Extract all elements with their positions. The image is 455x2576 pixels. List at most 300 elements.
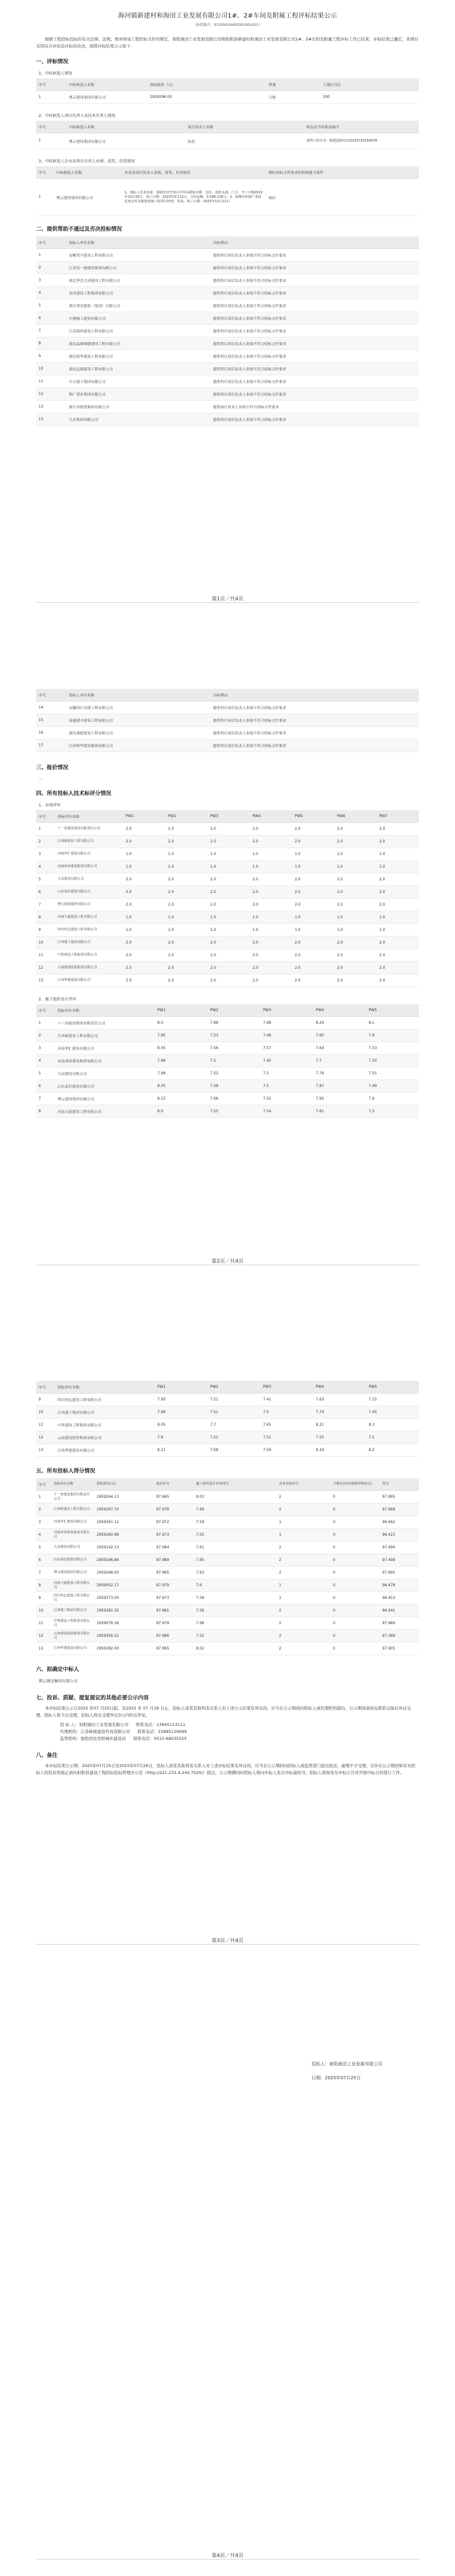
cell: 2.0 [377, 873, 419, 886]
col-header: 序号 [36, 1381, 55, 1394]
section-heading: 五、所有投标人得分情况 [36, 1468, 95, 1474]
cell: 1 [36, 91, 66, 104]
cell: 12 [36, 1431, 55, 1444]
col-header: 质量 [266, 78, 320, 91]
construction-score-body-cont [36, 1394, 419, 1457]
cell: 江西建工集团有限公司 [55, 937, 123, 949]
col-header: PW4 [313, 1004, 367, 1017]
table-row [36, 886, 419, 899]
cell: 97.494 [380, 1541, 419, 1554]
contact-party: 招 标 人：射阳海田工业发展有限公司 [60, 1722, 129, 1727]
construction-score-table [36, 1004, 419, 1118]
cell: 3 [36, 1042, 55, 1055]
cell: 97.388 [380, 1630, 419, 1643]
cell: 7.56 [208, 1042, 261, 1055]
cell: 7.52 [208, 1067, 261, 1080]
cell: 2.0 [166, 823, 208, 835]
cell: 星河建设工程集团有限公司 [66, 287, 210, 300]
table-caption: 2、中标候选人项目负责人及技术负责人情况 [39, 114, 116, 118]
cell: 提供科目项目负责人业绩不符合招标文件要求 [210, 249, 419, 262]
page-footer [0, 595, 455, 604]
cell: 1.0 [250, 861, 293, 873]
table-row [36, 1017, 419, 1030]
cell: 2959296.00 [94, 1567, 154, 1579]
cell: 4 [36, 1055, 55, 1067]
cell: 1.0 [377, 924, 419, 937]
table-row [36, 300, 419, 312]
cell: 7.9 [366, 1030, 419, 1042]
cell: 中天建工集团有限公司 [66, 375, 210, 388]
page-number: 第4页／共4页 [211, 2553, 244, 2558]
candidate-table [36, 78, 419, 104]
cell: 7.63 [313, 1394, 367, 1406]
table-row [36, 1093, 419, 1105]
cell: 提供科目项目负责人业绩不符合招标文件要求 [210, 274, 419, 287]
cell: 7.58 [208, 1080, 261, 1093]
cell: 7.61 [193, 1541, 276, 1554]
table-row [36, 401, 419, 413]
col-header: 得分 [380, 1478, 419, 1491]
cell: 7.69 [193, 1504, 276, 1516]
table-row [36, 1491, 419, 1504]
cell: 提供科目项目负责人业绩不符合招标文件要求 [210, 312, 419, 325]
cell: 10 [36, 937, 55, 949]
cell: 中铁建设工程集团有限公司 [55, 1419, 155, 1431]
cell: 山东泰信建设有限公司 [51, 1554, 94, 1567]
cell: 2.0 [377, 937, 419, 949]
cell: 7.46 [260, 1030, 313, 1042]
cell: 7.5 [366, 1431, 419, 1444]
cell: 1.0 [166, 911, 208, 924]
cell: 0 [331, 1516, 380, 1529]
cell: 97.668 [380, 1504, 419, 1516]
cell: 7.59 [260, 1444, 313, 1457]
cell: 2.0 [377, 949, 419, 962]
cell: 2 [36, 1504, 51, 1516]
table-caption: 1、中标候选人情况 [39, 71, 73, 76]
cell: 7 [36, 1093, 55, 1105]
cell: 87.979 [154, 1617, 193, 1630]
cell: 1 [36, 1491, 51, 1504]
col-header: PW3 [208, 810, 250, 823]
cell: 87.965 [154, 1491, 193, 1504]
cell: 九冶建设有限公司 [55, 1067, 155, 1080]
cell: 8 [36, 911, 55, 924]
cell: 2.0 [334, 975, 377, 987]
cell: 1.0 [250, 924, 293, 937]
cell: 河南华汇建设有限公司 [55, 1042, 155, 1055]
col-header: 否标理由 [210, 689, 419, 702]
cell: 1 [276, 1592, 331, 1605]
cell: 8 [36, 1579, 51, 1592]
contact-phone: 联系电话：0515-68035525 [133, 1736, 187, 1741]
col-header: 不称信扣分(现场管理扣分) [331, 1478, 380, 1491]
col-header: 中标候选人名称 [66, 78, 147, 91]
cell: 提供科目项目负责人业绩不符合招标文件要求 [210, 702, 419, 714]
table-row [36, 899, 419, 911]
cell: 河南天道建设工程有限公司 [51, 1579, 94, 1592]
cell: 7.98 [193, 1617, 276, 1630]
cell: 九冶建设有限公司 [51, 1541, 94, 1554]
table-row [36, 937, 419, 949]
cell: 87.978 [154, 1504, 193, 1516]
cell: 2959382.35 [94, 1605, 154, 1617]
cell: 7.54 [260, 1105, 313, 1118]
table-row [36, 1030, 419, 1042]
cell: 6 [36, 1080, 55, 1093]
cell: 2.0 [292, 886, 334, 899]
table-row [36, 1541, 419, 1554]
cell: 提供科目项目负责人业绩不符合招标文件要求 [210, 727, 419, 739]
table-row [36, 1516, 419, 1529]
page-1 [0, 0, 455, 426]
cell: 7.5 [260, 1067, 313, 1080]
cell: 1.0 [123, 848, 166, 861]
cell: 13 [36, 1643, 51, 1655]
cell: 山东泰信建设有限公司 [55, 886, 123, 899]
cell: 2.0 [250, 962, 293, 975]
cell: 南通建丰建设工程有限公司 [66, 714, 210, 727]
table-row [36, 1055, 419, 1067]
page-divider [36, 602, 419, 604]
cell: 1 [36, 179, 54, 216]
cell: 8 [36, 337, 66, 350]
col-header: PW3 [260, 1381, 313, 1394]
rejection-table-cont [36, 689, 419, 752]
cell: 2.0 [123, 962, 166, 975]
cell: 2.0 [377, 886, 419, 899]
cell: 7.51 [260, 1431, 313, 1444]
cell: 2 [276, 1491, 331, 1504]
cell: 2.0 [208, 937, 250, 949]
cell: 8.03 [193, 1491, 276, 1504]
col-header: PW4 [250, 810, 293, 823]
cell: 2.0 [334, 962, 377, 975]
cell: 7.20 [366, 1055, 419, 1067]
cell: 2.0 [166, 949, 208, 962]
tenderer-sign: 招标人：射阳海田工业发展有限公司 [312, 2062, 382, 2067]
page-number: 第3页／共4页 [211, 1938, 244, 1943]
cell: 江西华建建设有限公司 [55, 975, 123, 987]
cell: 0 [331, 1554, 380, 1567]
cell: 0 [331, 1592, 380, 1605]
cell: 湖北港建建设工程有限公司 [66, 727, 210, 739]
cell: 博云建设集团有限公司 [51, 1567, 94, 1579]
cell: 7.55 [366, 1067, 419, 1080]
table-caption: 2、施工组织设计评审 [39, 997, 76, 1002]
table-row [36, 262, 419, 274]
col-header: 企业业绩评分 [276, 1478, 331, 1491]
col-header: 项目负责人名称 [185, 121, 304, 133]
page-divider [36, 1944, 419, 1946]
cell: 0 [331, 1504, 380, 1516]
col-header: 序号 [36, 78, 66, 91]
col-header: PW5 [292, 810, 334, 823]
cell: 97.995 [380, 1491, 419, 1504]
cell: 0 [331, 1643, 380, 1655]
table-row [36, 1617, 419, 1630]
remarks-paragraph: 本评标结果公示期：2025年07月25日至2025年07月29日，投标人或者其他利害关系人对上述评标结果有异议的，应当在公示期间向招标人或监管部门提出投诉，逾期不予受理。另外在公示期间如有对招标人的投诉和指正请向射阳县建设工程招标投标管理办公室（http://221.231.4.242:7020/）提出，公示期满同时招标人将向中标人发出中标通知书，招标人将按发布中标公告并开展中标合同签订工作。 [36, 1763, 416, 1775]
cell: 湖北华杰大成建设工程有限公司 [66, 274, 210, 287]
cell: 13 [36, 1444, 55, 1457]
cell: 1 [36, 249, 66, 262]
cell: 2959264.13 [94, 1491, 154, 1504]
cell: 7.68 [208, 1444, 261, 1457]
table-row [36, 413, 419, 426]
cell: 1 [276, 1529, 331, 1541]
cell: 9 [36, 350, 66, 363]
cell: 安徽荣丰建设工程有限公司 [66, 249, 210, 262]
cell: 7.59 [193, 1516, 276, 1529]
cell: 7.41 [260, 1394, 313, 1406]
table-row [36, 702, 419, 714]
cell: 96.462 [380, 1516, 419, 1529]
cell: 0 [331, 1529, 380, 1541]
cell: 87.972 [154, 1516, 193, 1529]
cell: 2.0 [334, 823, 377, 835]
cell: 7.96 [155, 1406, 208, 1419]
cell: 97.498 [380, 1554, 419, 1567]
cell: 2.0 [250, 949, 293, 962]
performance-score-body [36, 823, 419, 987]
cell: 2.0 [292, 899, 334, 911]
cell: 锦广置业集团有限公司 [66, 388, 210, 401]
col-header: 报价评分 [154, 1478, 193, 1491]
cell: 2959373.00 [94, 1592, 154, 1605]
col-header: 工期(日历) [320, 78, 419, 91]
cell: 3 [36, 848, 55, 861]
col-header: 中标候选人名称 [54, 166, 122, 179]
total-score-body [36, 1491, 419, 1655]
cell: 江西建工集团有限公司 [55, 1406, 155, 1419]
cell: 2.0 [123, 823, 166, 835]
cell: 2.0 [334, 899, 377, 911]
cell: 96.423 [380, 1529, 419, 1541]
col-header: PW1 [123, 810, 166, 823]
rejection-body-cont [36, 702, 419, 752]
cell: 博云建设集团有限公司 [66, 91, 147, 104]
table-row [36, 835, 419, 848]
col-header: PW7 [377, 810, 419, 823]
table-row [36, 1394, 419, 1406]
cell: 7.3 [366, 1105, 419, 1118]
table-row [36, 962, 419, 975]
cell: 提供科目项目负责人业绩不符合招标文件要求 [210, 325, 419, 337]
cell: 提供科目项目负责人业绩不符合招标文件要求 [210, 300, 419, 312]
table-row [36, 975, 419, 987]
col-header: 投标单位名称 [55, 810, 123, 823]
table-row [36, 1529, 419, 1541]
cell: 天水集团有限公司 [66, 413, 210, 426]
cell: 十一冶建设集团有限责任公司 [55, 1017, 155, 1030]
cell: 7.55 [313, 1431, 367, 1444]
cell: 7.5 [260, 1406, 313, 1419]
cell: 7.5 [260, 1080, 313, 1093]
cell: 7.51 [208, 1431, 261, 1444]
cell: 2.0 [334, 949, 377, 962]
cell: 5 [36, 873, 55, 886]
page-footer [0, 2552, 455, 2561]
cell: 2 [276, 1504, 331, 1516]
table-row [36, 823, 419, 835]
table-row [36, 375, 419, 388]
cell: 87.973 [154, 1529, 193, 1541]
col-header: 投标报价(元) [94, 1478, 154, 1491]
cell: 7.74 [313, 1406, 367, 1419]
cell: 提供科目项目负责人业绩不符合招标文件要求 [210, 363, 419, 375]
table-row [36, 1444, 419, 1457]
manager-table [36, 121, 419, 149]
table-row [36, 1643, 419, 1655]
page-footer [0, 1937, 455, 1946]
table-row [36, 1105, 419, 1118]
cell: 2.0 [334, 937, 377, 949]
cell: 2.0 [123, 937, 166, 949]
cell: 0 [331, 1491, 380, 1504]
cell: 2.0 [377, 823, 419, 835]
cell: 中铁建设工程集团有限公司 [55, 949, 123, 962]
cell: 1.0 [292, 924, 334, 937]
cell: 8.15 [155, 1093, 208, 1105]
table-row [36, 91, 419, 104]
table-row [36, 312, 419, 325]
cell: 0 [331, 1567, 380, 1579]
table-row [36, 924, 419, 937]
page-footer [0, 1258, 455, 1267]
cell: 7.33 [366, 1042, 419, 1055]
col-header: 投标人单位名称 [66, 689, 210, 702]
cell: 1 [276, 1516, 331, 1529]
signature-block [312, 2057, 382, 2085]
cell: 8 [36, 1105, 55, 1118]
cell: 2.0 [250, 873, 293, 886]
table-row [36, 133, 419, 149]
cell: 2.0 [208, 835, 250, 848]
cell: 2959296.00 [147, 91, 266, 104]
cell: 200 [320, 91, 419, 104]
cell: 7.66 [208, 1093, 261, 1105]
cell: 2.0 [292, 962, 334, 975]
section-heading: 四、所有投标人技术标评分情况 [36, 791, 112, 797]
cell: 2.0 [292, 823, 334, 835]
cell: 2 [36, 1030, 55, 1042]
cell: 96.441 [380, 1605, 419, 1617]
cell: 4 [36, 1529, 51, 1541]
cell: 11 [36, 1617, 51, 1630]
cell: 0 [331, 1630, 380, 1643]
cell: 2.0 [123, 835, 166, 848]
cell: 河南华汇建设有限公司 [55, 848, 123, 861]
cell: 提供科目项目负责人业绩不符合招标文件要求 [210, 739, 419, 752]
sign-date: 日期：2025年07月25日 [312, 2075, 361, 2081]
cell: 2 [276, 1554, 331, 1567]
cell: 7.57 [260, 1042, 313, 1055]
cell: 四川恒亿建设工程有限公司 [55, 1394, 155, 1406]
cell: 2.0 [334, 835, 377, 848]
cell: 12 [36, 388, 66, 401]
cell: 1.0 [208, 911, 250, 924]
col-header: PW5 [366, 1004, 419, 1017]
table-row [36, 861, 419, 873]
table-row [36, 1406, 419, 1419]
page-3 [0, 1381, 455, 1779]
cell: 1.0 [208, 924, 250, 937]
col-header: 施工组织设计评审得分 [193, 1478, 276, 1491]
cell: 河南天道建设工程有限公司 [55, 911, 123, 924]
col-header: PW2 [208, 1381, 261, 1394]
cell: 8.19 [313, 1444, 367, 1457]
total-score-table [36, 1478, 419, 1655]
table-row [36, 848, 419, 861]
cell: 湖北远瑞建设工程有限公司 [66, 363, 210, 375]
rejection-table [36, 236, 419, 426]
table-row [36, 350, 419, 363]
cell: 8.0 [155, 1017, 208, 1030]
contact-phone: 联系电话：13645113111 [136, 1722, 186, 1727]
col-header: 响应招标文件要求的资格能力条件 [266, 166, 419, 179]
cell: 7.51 [208, 1406, 261, 1419]
cell: 云南建设投资集团有限公司 [55, 1431, 155, 1444]
cell: 7 [36, 1567, 51, 1579]
page-number: 第1页／共4页 [211, 596, 244, 602]
doc-subtitle: （标段编号：E3205024405001001001） [193, 23, 262, 27]
table-row [36, 911, 419, 924]
cell: 提供科目项目负责人业绩不符合招标文件要求 [210, 413, 419, 426]
cell: 2.0 [166, 937, 208, 949]
cell: 7.87 [313, 1080, 367, 1093]
cell: 12 [36, 962, 55, 975]
col-header: PW6 [334, 810, 377, 823]
cell: 2.0 [334, 886, 377, 899]
cell: 1.0 [334, 861, 377, 873]
cell: 5 [36, 1067, 55, 1080]
cell: 河南沐泽建设集团有限公司 [55, 861, 123, 873]
cell: 87.966 [154, 1630, 193, 1643]
cell: 1.0 [377, 861, 419, 873]
section-heading: 六、拟确定中标人 [36, 1667, 80, 1673]
cell: 7.52 [260, 1093, 313, 1105]
table-caption: 1、业绩评审 [39, 803, 61, 808]
table-row [36, 714, 419, 727]
table-row [36, 179, 419, 216]
page-2 [0, 689, 455, 1118]
cell: 7.83 [193, 1567, 276, 1579]
cell: 12 [36, 1630, 51, 1643]
cell: 2959260.88 [94, 1529, 154, 1541]
cell: 96.478 [380, 1579, 419, 1592]
cell: 2959052.17 [94, 1579, 154, 1592]
cell: 8.3 [366, 1419, 419, 1431]
cell: 2.0 [208, 949, 250, 962]
cell: 6 [36, 312, 66, 325]
cell: 7.45 [260, 1055, 313, 1067]
cell: 7.25 [366, 1394, 419, 1406]
cell: 江西新建业工程有限公司 [55, 1030, 155, 1042]
cell: 2.0 [250, 886, 293, 899]
table-row [36, 1504, 419, 1516]
cell: 江西新建业工程有限公司 [51, 1504, 94, 1516]
cell: 7.9 [155, 1431, 208, 1444]
cell: 14 [36, 702, 66, 714]
cell: 1.0 [166, 924, 208, 937]
col-header: 投标报价（元） [147, 78, 266, 91]
col-header: 序号 [36, 1478, 51, 1491]
cell: 1 [36, 823, 55, 835]
cell: 2 [276, 1630, 331, 1643]
table-row [36, 363, 419, 375]
cell: 7.58 [193, 1592, 276, 1605]
col-header: PW2 [166, 810, 208, 823]
